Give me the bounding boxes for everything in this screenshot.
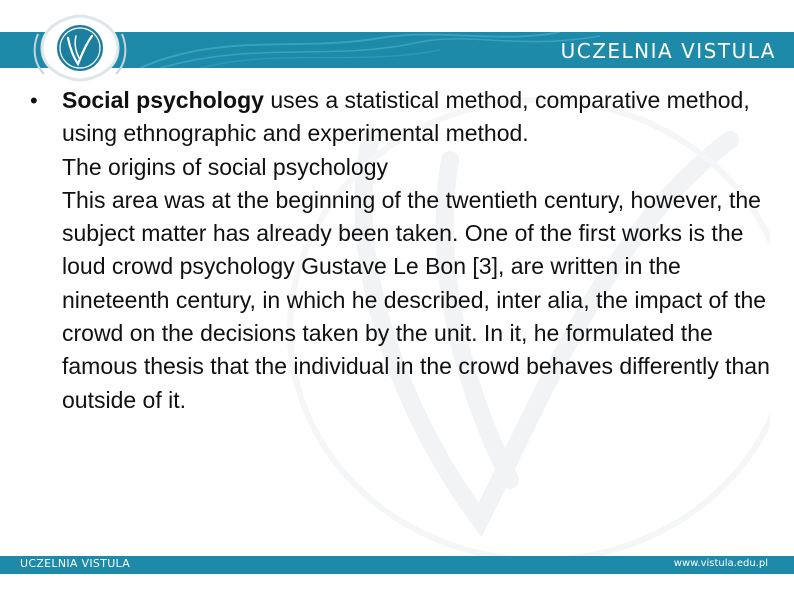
header-brand-title: UCZELNIA VISTULA: [560, 39, 776, 63]
slide-content: [30, 84, 770, 417]
body-paragraph: This area was at the beginning of the twentieth century, however, the subject matter has already been taken. One of the first works is the loud crowd psychology Gustave Le Bon [3], are written in the nineteenth century, in which he described, inter alia, the impact of the crowd on the decisions taken by the unit. In it, he formulated the famous thesis that the individual in the crowd behaves differently than outside of it.: [62, 186, 770, 413]
origins-heading-line: The origins of social psychology: [62, 153, 388, 180]
bullet-text-block: [62, 84, 770, 417]
lead-paragraph: [62, 84, 770, 151]
lead-rest-text: uses a statistical method, comparative method, using ethnographic and experimental method.: [62, 87, 750, 147]
lead-bold-term: Social psychology: [62, 87, 264, 113]
footer-url: www.vistula.edu.pl: [673, 558, 768, 569]
vistula-emblem-icon: [30, 14, 130, 82]
bullet-marker: •: [30, 88, 38, 113]
footer-brand: UCZELNIA VISTULA: [20, 557, 131, 570]
bottom-margin: [0, 574, 794, 595]
